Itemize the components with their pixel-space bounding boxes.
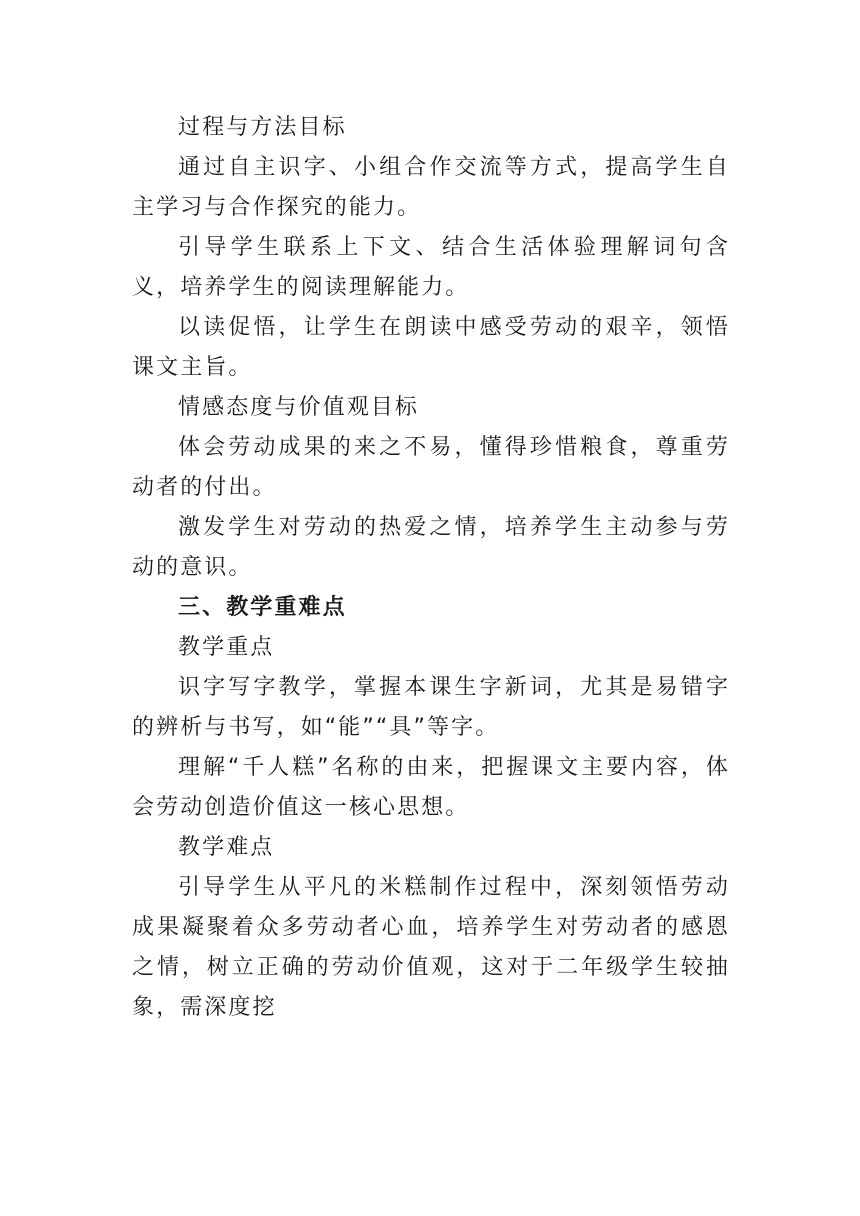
paragraph: 以读促悟，让学生在朗读中感受劳动的艰辛，领悟课文主旨。	[132, 315, 730, 380]
subheading-difficult-points: 教学难点	[178, 835, 275, 860]
subheading-emotion-values: 情感态度与价值观目标	[178, 395, 420, 420]
subheading-process-method: 过程与方法目标	[178, 115, 347, 140]
paragraph: 激发学生对劳动的热爱之情，培养学生主动参与劳动的意识。	[132, 515, 730, 580]
document-page	[132, 108, 730, 1028]
paragraph: 引导学生从平凡的米糕制作过程中，深刻领悟劳动成果凝聚着众多劳动者心血，培养学生对劳动者的感恩之情，树立正确的劳动价值观，这对于二年级学生较抽象，需深度挖	[132, 875, 730, 1020]
paragraph: 识字写字教学，掌握本课生字新词，尤其是易错字的辨析与书写，如“能”“具”等字。	[132, 675, 730, 740]
paragraph: 体会劳动成果的来之不易，懂得珍惜粮食，尊重劳动者的付出。	[132, 435, 730, 500]
paragraph: 理解“千人糕”名称的由来，把握课文主要内容，体会劳动创造价值这一核心思想。	[132, 755, 730, 820]
section-heading: 三、教学重难点	[178, 595, 347, 620]
paragraph: 通过自主识字、小组合作交流等方式，提高学生自主学习与合作探究的能力。	[132, 155, 730, 220]
subheading-key-points: 教学重点	[178, 635, 275, 660]
paragraph: 引导学生联系上下文、结合生活体验理解词句含义，培养学生的阅读理解能力。	[132, 235, 730, 300]
